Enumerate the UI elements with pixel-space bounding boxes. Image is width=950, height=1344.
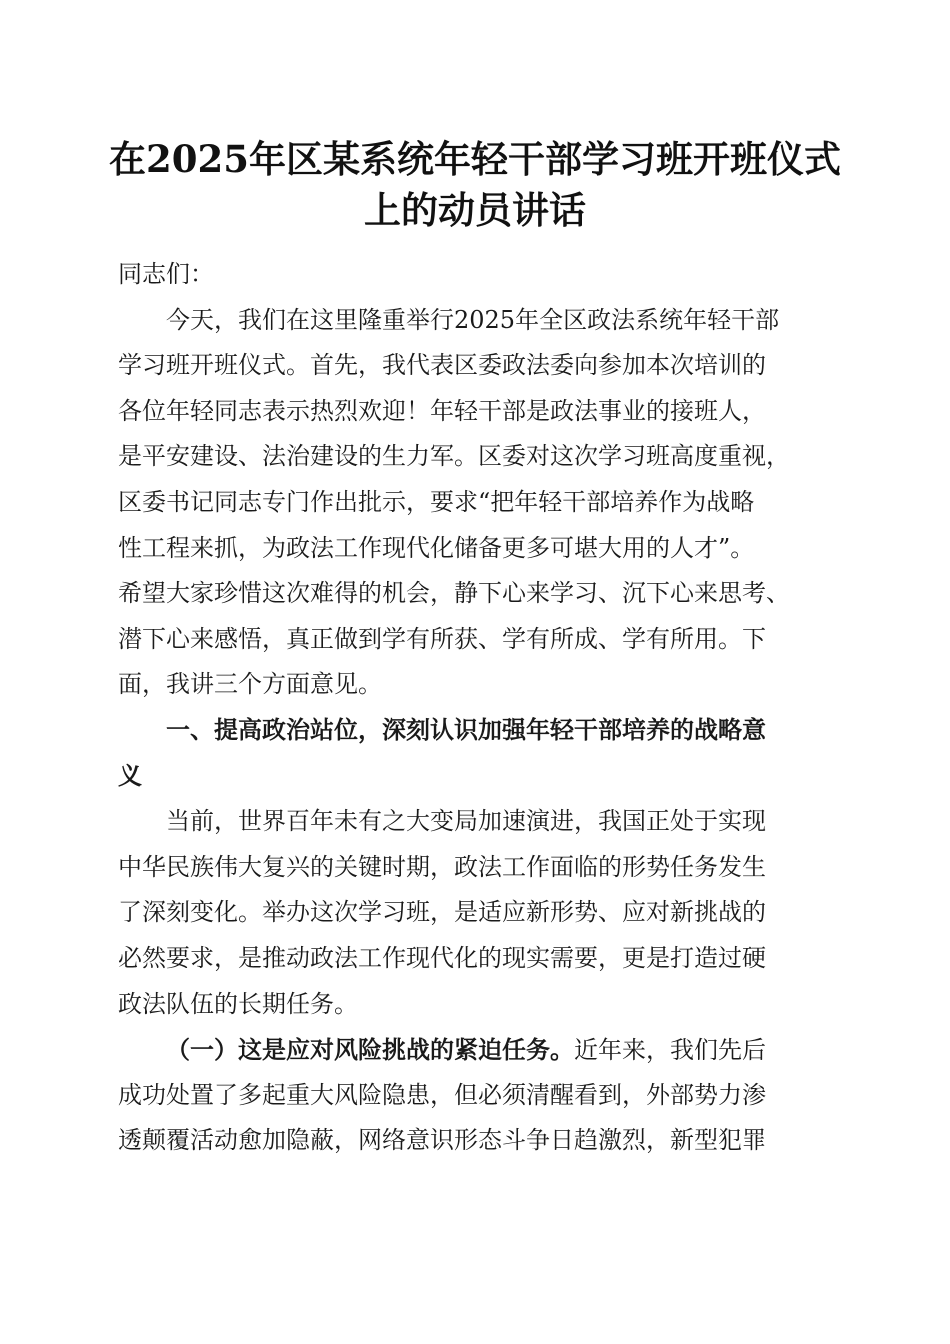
paragraph-3-text: 近年来，我们先后 xyxy=(574,1036,766,1065)
paragraph-3-first-line xyxy=(118,1027,834,1073)
paragraph-2-line: 中华民族伟大复兴的关键时期，政法工作面临的形势任务发生 xyxy=(118,852,766,881)
paragraph-1-line: 潜下心来感悟，真正做到学有所获、学有所成、学有所用。下 xyxy=(118,624,766,653)
paragraph-1-line: 希望大家珍惜这次难得的机会，静下心来学习、沉下心来思考、 xyxy=(118,579,790,608)
paragraph-1-line: 是平安建设、法治建设的生力军。区委对这次学习班高度重视， xyxy=(118,442,790,471)
section-heading-1: 一、提高政治站位，深刻认识加强年轻干部培养的战略意 xyxy=(166,715,766,744)
section-heading-1-continued: 义 xyxy=(118,761,142,790)
paragraph-2-line: 了深刻变化。举办这次学习班，是适应新形势、应对新挑战的 xyxy=(118,898,766,927)
paragraph-1-line: 各位年轻同志表示热烈欢迎！年轻干部是政法事业的接班人， xyxy=(118,396,766,425)
paragraph-1-line: 性工程来抓，为政法工作现代化储备更多可堪大用的人才”。 xyxy=(118,533,755,562)
title-line-2: 上的动员讲话 xyxy=(364,188,586,232)
document-body xyxy=(118,252,834,1164)
paragraph-1-line: 区委书记同志专门作出批示，要求“把年轻干部培养作为战略 xyxy=(118,487,755,516)
paragraph-1-line: 今天，我们在这里隆重举行2025年全区政法系统年轻干部 xyxy=(166,305,780,334)
paragraph-2-line: 必然要求，是推动政法工作现代化的现实需要，更是打造过硬 xyxy=(118,943,766,972)
greeting: 同志们： xyxy=(118,260,214,288)
document-title xyxy=(100,134,850,236)
paragraph-3-line: 成功处置了多起重大风险隐患，但必须清醒看到，外部势力渗 xyxy=(118,1080,766,1109)
paragraph-1-line: 学习班开班仪式。首先，我代表区委政法委向参加本次培训的 xyxy=(118,351,766,380)
paragraph-2-line: 当前，世界百年未有之大变局加速演进，我国正处于实现 xyxy=(166,807,766,836)
paragraph-3-line: 透颠覆活动愈加隐蔽，网络意识形态斗争日趋激烈，新型犯罪 xyxy=(118,1126,766,1155)
paragraph-2-line: 政法队伍的长期任务。 xyxy=(118,989,358,1018)
title-line-1: 在2025年区某系统年轻干部学习班开班仪式 xyxy=(109,137,841,181)
subsection-heading-1: （一）这是应对风险挑战的紧迫任务。 xyxy=(166,1035,574,1065)
paragraph-1-line: 面，我讲三个方面意见。 xyxy=(118,670,382,699)
